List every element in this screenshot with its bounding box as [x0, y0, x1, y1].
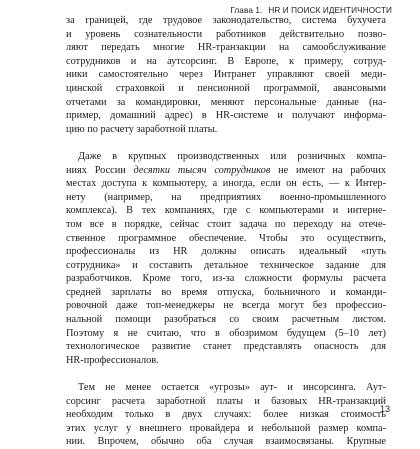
- text-line: сотрудника» и составить детальное техническое задание для: [66, 259, 386, 271]
- text-line: за границей, где трудовое законодательство, система бухучета: [66, 15, 386, 26]
- text-line: HR-профессионалов.: [66, 354, 159, 366]
- emphasis-text: десятки тысяч сотрудников: [133, 164, 271, 176]
- text-line: Поэтому я не считаю, что в обозримом будущем (5–10 лет): [66, 327, 386, 339]
- paragraph-1: [66, 14, 386, 136]
- chapter-label: Глава 1.: [230, 6, 263, 15]
- text-line: необходим только в двух случаях: более низкая стоимость: [66, 409, 386, 421]
- text-line: том все в порядке, сейчас стоит задача по переходу на отече-: [66, 218, 386, 230]
- text-line: технологическое развитие станет представлять опасность для: [66, 341, 386, 353]
- text-line: разработчиков. Кроме того, из-за сложности формулы расчета: [66, 273, 386, 285]
- text-line: нии. Впрочем, обычно оба случая взаимосвязаны. Крупные: [66, 436, 386, 448]
- text-line: пример, домашний адрес) в HR-системе и получают информа-: [66, 110, 386, 122]
- text-line: Тем не менее остается «угрозы» аут- и инсорсинга. Аут-: [78, 382, 386, 394]
- text-line: ляют передать многие HR-транзакции на самообслуживание: [66, 42, 386, 54]
- text-line: местах доступа к компьютеру, а иногда, если он есть, — к Интер-: [66, 178, 386, 190]
- text-line: этих услуг у внешнего провайдера и небольшой размер компа-: [66, 422, 386, 434]
- text-line: отчетами за командировки, меняют персональные данные (на-: [66, 96, 386, 108]
- text-line: сотрудников и на аутсорсинг. В Европе, к примеру, сотруд-: [66, 55, 386, 67]
- text-line-with-emphasis: [66, 164, 386, 178]
- text-line: ровочной даже топ-менеджеры не всегда могут без профессио-: [66, 300, 386, 312]
- body-text: [66, 14, 386, 449]
- text-line: цию по расчету заработной платы.: [66, 123, 218, 135]
- text-line: комплекса). В тех компаниях, где с компьютерами и интерне-: [66, 205, 386, 217]
- paragraph-3: [66, 381, 386, 449]
- text-line: ственное программное обеспечение. Чтобы это осуществить,: [66, 232, 386, 244]
- text-line: нальной помощи разобраться со своим расчетным листом.: [66, 314, 386, 326]
- chapter-title: HR И ПОИСК ИДЕНТИЧНОСТИ: [268, 6, 392, 15]
- text-line: цинской страховкой и пенсионной программой, авансовыми: [66, 82, 386, 94]
- text-line: Даже в крупных производственных или розничных компа-: [78, 150, 386, 162]
- text-line: и уровень сознательности работников действительно позво-: [66, 28, 386, 40]
- page-number: 13: [379, 404, 390, 414]
- text-line: профессионалы из HR должны описать идеальный «путь: [66, 246, 386, 258]
- text-run: не имеют на рабочих: [270, 164, 386, 176]
- text-line: ники самостоятельно через Интранет управляют своей меди-: [66, 69, 386, 81]
- paragraph-2: [66, 150, 386, 368]
- text-run: ниях России: [66, 164, 134, 176]
- text-line: нету (например, на предприятиях военно-промышленного: [66, 191, 386, 203]
- text-line: средней зарплаты во время отпуска, больничного и команди-: [66, 286, 386, 298]
- text-line: сорсинг расчета заработной платы и базовых HR-транзакций: [66, 395, 386, 407]
